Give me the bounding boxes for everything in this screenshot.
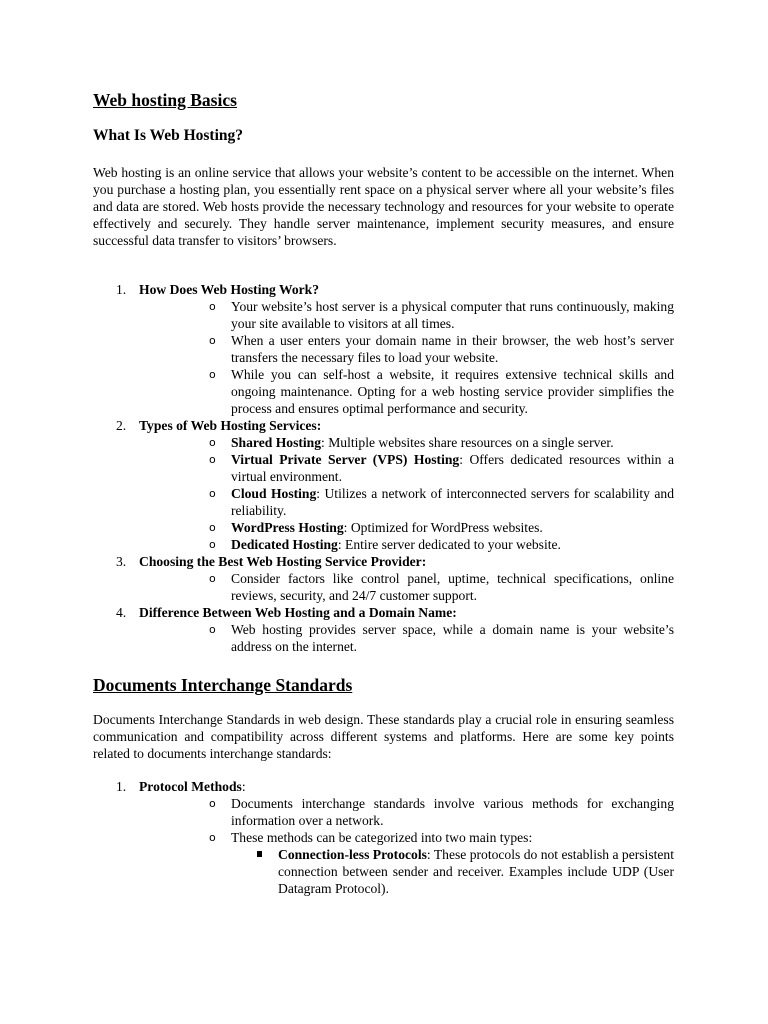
bullet-item <box>139 795 674 829</box>
bullet-marker: o <box>209 797 216 810</box>
list-number: 1. <box>116 779 127 794</box>
list-item-title: Protocol Methods <box>139 779 242 794</box>
bullet-marker: o <box>209 334 216 347</box>
numbered-item <box>93 778 674 897</box>
bullet-item <box>139 434 674 451</box>
bullet-text: : Utilizes a network of interconnected servers for scalability and reliability. <box>231 486 675 518</box>
list-item-title: Choosing the Best Web Hosting Service Provider: <box>139 554 427 569</box>
square-bullet-item <box>139 846 674 897</box>
bullet-item <box>139 451 674 485</box>
numbered-item <box>93 604 674 655</box>
bullet-text: : Multiple websites share resources on a single server. <box>321 435 614 450</box>
bullet-marker: o <box>209 436 216 449</box>
list-item-title: How Does Web Hosting Work? <box>139 282 320 297</box>
bullet-text: : These protocols do not establish a persistent connection between sender and receiver. Examples include UDP (User Datagram Protocol). <box>278 847 674 896</box>
numbered-item <box>93 281 674 417</box>
bullet-marker: o <box>209 300 216 313</box>
section-heading-what-is-web-hosting: What Is Web Hosting? <box>93 127 244 144</box>
bullet-marker: o <box>209 368 216 381</box>
section2-intro-paragraph: Documents Interchange Standards in web design. These standards play a crucial role in ensuring seamless communication and compatibility across different systems and platforms. Here are some key points related to documents interchange standards: <box>93 712 674 761</box>
square-bullet-icon <box>257 851 262 857</box>
protocol-list <box>93 778 674 897</box>
bullet-item <box>139 621 674 655</box>
list-number: 1. <box>116 282 127 297</box>
bullet-item <box>139 570 674 604</box>
bullet-marker: o <box>209 521 216 534</box>
bullet-item <box>139 519 674 536</box>
bullet-text: Documents interchange standards involve various methods for exchanging information over a network. <box>231 796 674 828</box>
bullet-bold-term: Dedicated Hosting <box>231 537 338 552</box>
list-number: 3. <box>116 554 127 569</box>
bullet-text: Consider factors like control panel, uptime, technical specifications, online reviews, security, and 24/7 customer support. <box>231 571 674 603</box>
bullet-marker: o <box>209 623 216 636</box>
bullet-item <box>139 298 674 332</box>
bullet-item <box>139 829 674 846</box>
bullet-text: Web hosting provides server space, while a domain name is your website’s address on the internet. <box>231 622 674 654</box>
bullet-marker: o <box>209 453 216 466</box>
list-number: 4. <box>116 605 127 620</box>
bullet-text: : Entire server dedicated to your website. <box>337 537 561 552</box>
bullet-text: When a user enters your domain name in their browser, the web host’s server transfers the necessary files to load your website. <box>231 333 674 365</box>
bullet-text: While you can self-host a website, it requires extensive technical skills and ongoing maintenance. Opting for a web hosting service provider simplifies the process and ensures optimal performance and security. <box>231 367 674 416</box>
bullet-bold-term: Shared Hosting <box>231 435 322 450</box>
bullet-bold-term: Cloud Hosting <box>231 486 317 501</box>
bullet-marker: o <box>209 538 216 551</box>
bullet-text: Your website’s host server is a physical computer that runs continuously, making your site available to visitors at all times. <box>231 299 674 331</box>
list-number: 2. <box>116 418 127 433</box>
web-hosting-list <box>93 281 674 655</box>
section-heading-documents-interchange: Documents Interchange Standards <box>93 675 353 695</box>
intro-paragraph: Web hosting is an online service that allows your website’s content to be accessible on the internet. When you purchase a hosting plan, you essentially rent space on a physical server where all your website’s files and data are stored. Web hosts provide the necessary technology and resources for your website to operate effectively and securely. They handle server maintenance, implement security measures, and ensure successful data transfer to visitors’ browsers. <box>93 165 674 248</box>
bullet-item <box>139 485 674 519</box>
bullet-text: These methods can be categorized into two main types: <box>231 830 533 845</box>
bullet-text: : Offers dedicated resources within a virtual environment. <box>231 452 674 484</box>
bullet-item <box>139 366 674 417</box>
list-item-title: Difference Between Web Hosting and a Domain Name: <box>139 605 457 620</box>
bullet-text: : Optimized for WordPress websites. <box>343 520 543 535</box>
bullet-bold-term: WordPress Hosting <box>231 520 344 535</box>
bullet-marker: o <box>209 487 216 500</box>
page-title: Web hosting Basics <box>93 90 237 110</box>
list-item-title: Types of Web Hosting Services: <box>139 418 322 433</box>
bullet-marker: o <box>209 831 216 844</box>
bullet-item <box>139 332 674 366</box>
bullet-bold-term: Connection-less Protocols <box>278 847 427 862</box>
bullet-bold-term: Virtual Private Server (VPS) Hosting <box>231 452 460 467</box>
numbered-item <box>93 417 674 553</box>
bullet-item <box>139 536 674 553</box>
numbered-item <box>93 553 674 604</box>
list-item-title-suffix: : <box>241 779 246 794</box>
bullet-marker: o <box>209 572 216 585</box>
